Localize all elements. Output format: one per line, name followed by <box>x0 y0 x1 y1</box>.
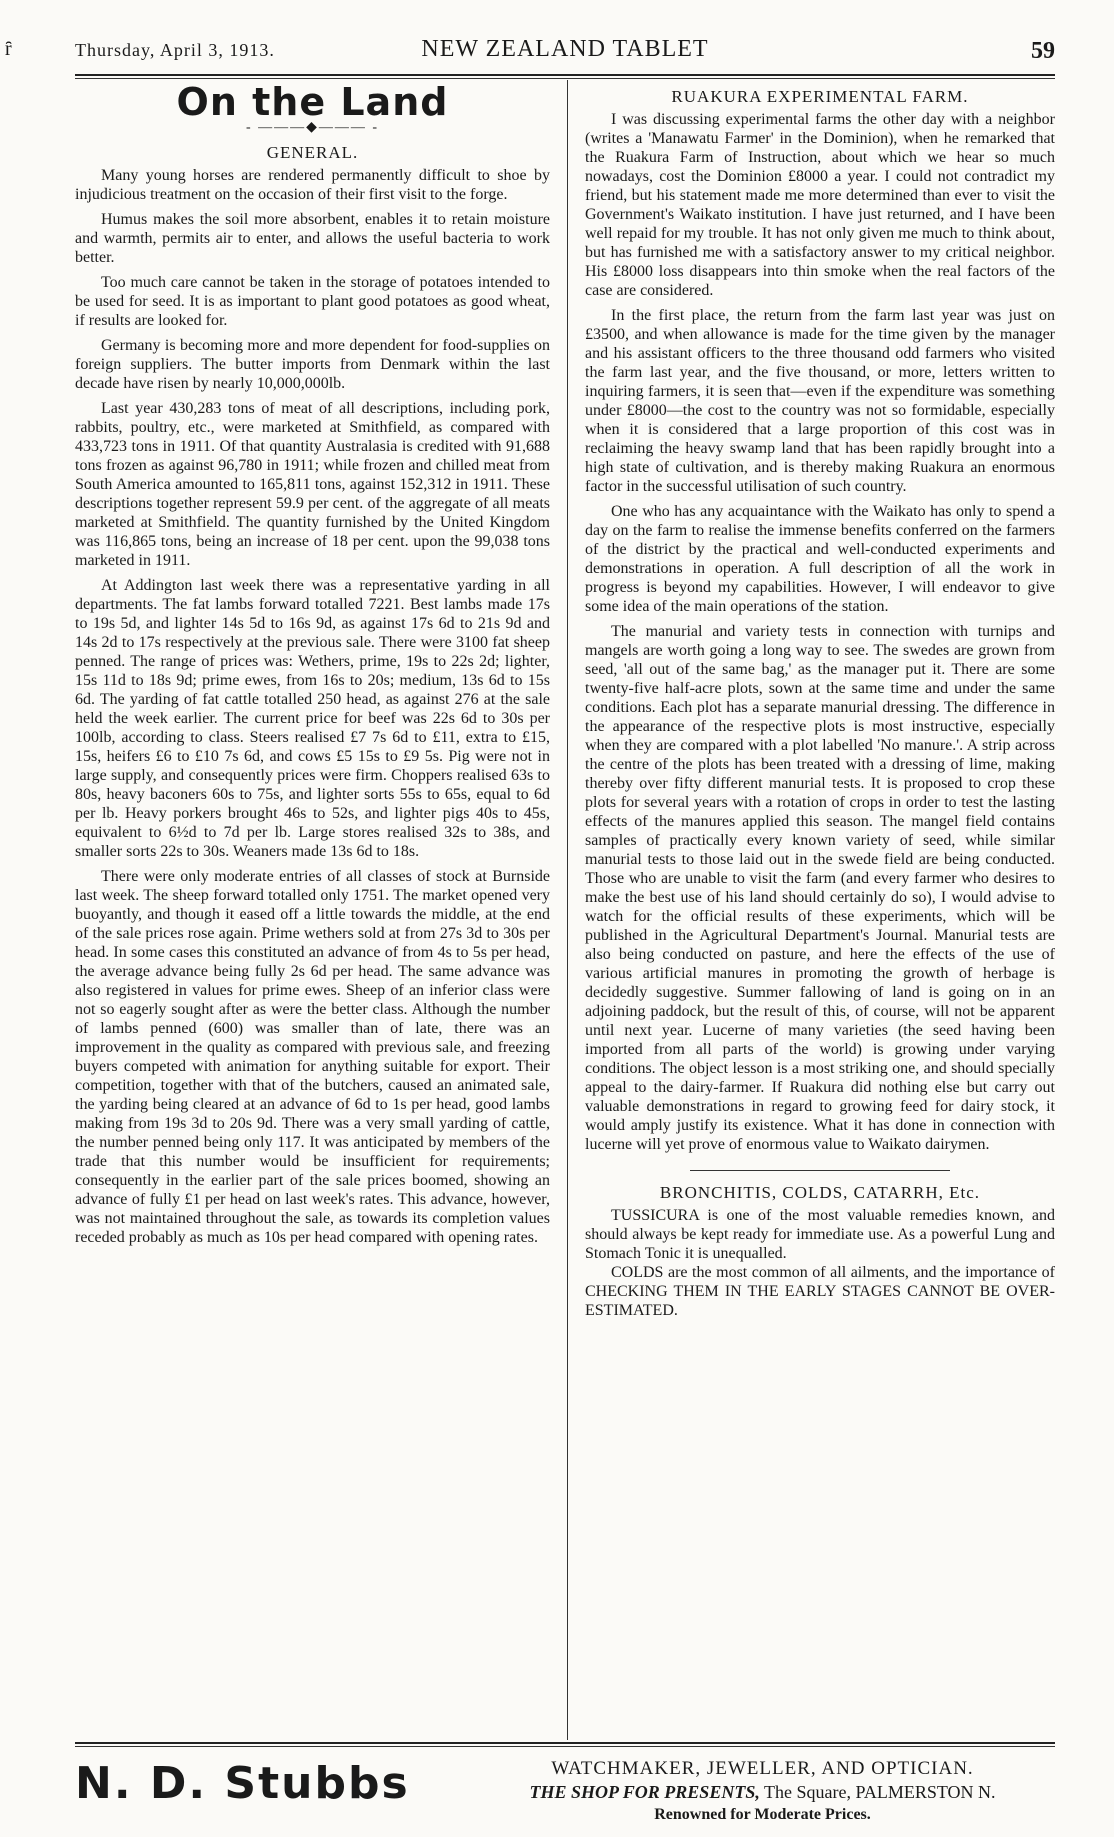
paragraph: Humus makes the soil more absorbent, enables it to retain moisture and warmth, permits air to enter, and allows the useful bacteria to work better. <box>75 211 550 266</box>
paragraph: At Addington last week there was a representative yarding in all departments. The fat lambs forward totalled 7221. Best lambs made 17s to 19s 5d, and lighter 14s 5d to 16s 9d, as against 17s 6d to 21s 9d and 14s 2d to 17s respectively at the previous sale. There were 3100 fat sheep penned. The range of prices was: Wethers, prime, 19s to 22s 2d; lighter, 15s 11d to 18s 9d; prime ewes, from 16s to 20s; medium, 13s 6d to 15s 6d. The yarding of fat cattle totalled 250 head, as against 276 at the sale held the week earlier. The current price for beef was 22s 6d to 30s per 100lb, according to class. Steers realised £7 7s 6d to £11, extra to £15, 15s, heifers £6 to £10 7s 6d, and cows £5 15s to £9 5s. Pig were not in large supply, and consequently prices were firm. Choppers realised 63s to 80s, heavy baconers 60s to 75s, and lighter sorts 55s to 65s, equal to 6d per lb. Heavy porkers brought 46s to 52s, and lighter pigs 40s to 45s, equivalent to 6½d to 7d per lb. Large stores realised 32s to 38s, and smaller sorts 22s to 30s. Weaners made 13s 6d to 18s. <box>75 577 550 860</box>
paragraph: There were only moderate entries of all classes of stock at Burnside last week. The sheep forward totalled only 1751. The market opened very buoyantly, and though it eased off a little towards the middle, at the end of the sale prices rose again. Prime wethers sold at from 27s 3d to 30s per head. In some cases this constituted an advance of from 4s to 5s per head, the average advance being fully 2s 6d per head. The same advance was also registered in values for prime ewes. Sheep of an inferior class were not so eagerly sought after as were the better class. Although the number of lambs penned (600) was smaller than of late, there was an improvement in the quality as compared with previous sale, and freezing buyers competed with animation for anything suitable for export. Their competition, together with that of the butchers, caused an animated sale, the yarding being cleared at an advance of 6d to 1s per head, good lambs making from 19s 3d to 20s 9d. There was a very small yarding of cattle, the number penned being only 117. It was anticipated by members of the trade that this number would be insufficient for requirements; consequently in the earlier part of the sale prices boomed, showing an advance of fully £1 per head on last week's rates. This advance, however, was not maintained throughout the sale, as towards its completion values receded probably as much as 10s per head compared with opening rates. <box>75 868 550 1246</box>
shop-slogan: THE SHOP FOR PRESENTS, <box>529 1782 760 1802</box>
trade-line: WATCHMAKER, JEWELLER, AND OPTICIAN. <box>551 1758 974 1779</box>
paragraph: Many young horses are rendered permanently difficult to shoe by injudicious treatment on the occasion of their first visit to the forge. <box>75 167 550 203</box>
advertisement-footer <box>75 1752 1055 1822</box>
newspaper-title: NEW ZEALAND TABLET <box>421 36 709 62</box>
right-column <box>585 85 1055 1320</box>
shop-line <box>470 1782 1055 1803</box>
page-number: 59 <box>1031 38 1055 64</box>
article-separator <box>690 1170 950 1171</box>
header-rule-thin <box>75 78 1055 79</box>
column-divider <box>567 80 568 1740</box>
shop-address: The Square, PALMERSTON N. <box>764 1782 996 1802</box>
left-column <box>75 80 550 1253</box>
advertiser-name: N. D. Stubbs <box>75 1758 410 1809</box>
footer-rule <box>75 1742 1055 1744</box>
title-ornament: - ———◆——— - <box>245 120 380 135</box>
ad-paragraph: TUSSICURA is one of the most valuable remedies known, and should always be kept ready for immediate use. As a powerful Lung and Stomach Tonic it is unequalled. <box>585 1207 1055 1262</box>
general-heading: GENERAL. <box>266 143 359 162</box>
prices-line: Renowned for Moderate Prices. <box>654 1806 871 1823</box>
tussicura-ad <box>585 1183 1055 1320</box>
section-title: On the Land <box>176 80 449 124</box>
paragraph: Germany is becoming more and more dependent for food-supplies on foreign suppliers. The butter imports from Denmark within the last decade have risen by nearly 10,000,000lb. <box>75 337 550 392</box>
page-header <box>75 34 1055 74</box>
margin-mark: ȓ <box>5 38 12 60</box>
paragraph: One who has any acquaintance with the Waikato has only to spend a day on the farm to realise the immense benefits conferred on the farmers of the district by the practical and well-conducted experiments and demonstrations in operation. A full description of all the work in progress is beyond my capabilities. However, I will endeavor to give some idea of the main operations of the station. <box>585 503 1055 615</box>
paragraph: Too much care cannot be taken in the storage of potatoes intended to be used for seed. It is as important to plant good potatoes as good wheat, if results are looked for. <box>75 274 550 329</box>
ad-heading: BRONCHITIS, COLDS, CATARRH, Etc. <box>659 1183 981 1202</box>
footer-rule-thin <box>75 1746 1055 1747</box>
paragraph: In the first place, the return from the farm last year was just on £3500, and when allowance is made for the time given by the manager and his assistant officers to the three thousand odd farmers who visited the farm last year, and the five thousand, or more, letters written to inquiring farmers, it is seen that—even if the expenditure was something under £8000—the cost to the country was not so formidable, especially when it is considered that a large proportion of this cost was in reclaiming the heavy swamp land that has been rapidly brought into a high state of cultivation, and is thereby making Ruakura an enormous factor in the successful utilisation of such country. <box>585 307 1055 495</box>
ad-paragraph: COLDS are the most common of all ailments, and the importance of CHECKING THEM IN THE EARLY STAGES CANNOT BE OVER-ESTIMATED. <box>585 1264 1055 1319</box>
ruakura-heading: RUAKURA EXPERIMENTAL FARM. <box>671 87 969 106</box>
paragraph: The manurial and variety tests in connection with turnips and mangels are worth going a long way to see. The swedes are grown from seed, 'all out of the same bag,' as the manager put it. There are some twenty-five half-acre plots, sown at the same time and under the same conditions. Each plot has a separate manurial dressing. The difference in the appearance of the respective plots is most instructive, especially when they are compared with a plot labelled 'No manure.'. A strip across the centre of the plots has been treated with a dressing of lime, making thereby over fifty different manurial tests. It is proposed to crop these plots for several years with a rotation of crops in order to test the lasting effects of the manures applied this season. The mangel field contains samples of practically every known variety of seed, while similar manurial tests to those laid out in the swede field are being conducted. Those who are unable to visit the farm (and every farmer who desires to make the best use of his land should certainly do so), I would advise to watch for the official results of these experiments, which will be published in the Agricultural Department's Journal. Manurial tests are also being conducted on pasture, and here the effects of the use of various artificial manures in promoting the growth of herbage is decidedly suggestive. Summer fallowing of land is going on in an adjoining paddock, but the result of this, of course, will not be apparent until next year. Lucerne of many varieties (the seed having been imported from all parts of the world) is growing under varying conditions. The object lesson is a most striking one, and should specially appeal to the dairy-farmer. If Ruakura did nothing else but carry out valuable demonstrations in regard to growing feed for dairy stock, it would amply justify its existence. What it has done in connection with lucerne will yet prove of enormous value to Waikato dairymen. <box>585 623 1055 1153</box>
paragraph: I was discussing experimental farms the other day with a neighbor (writes a 'Manawatu Farmer' in the Dominion), when he remarked that the Ruakura Farm of Instruction, about which we hear so much nowadays, cost the Dominion £8000 a year. I could not contradict my friend, but his statement made me more determined than ever to visit the Government's Waikato institution. I have just returned, and I have been well repaid for my trouble. It has not only given me much to think about, but has furnished me with a satisfactory answer to my critical neighbor. His £8000 loss disappears into thin smoke when the real factors of the case are considered. <box>585 111 1055 299</box>
issue-date: Thursday, April 3, 1913. <box>75 40 275 60</box>
header-rule <box>75 74 1055 76</box>
paragraph: Last year 430,283 tons of meat of all descriptions, including pork, rabbits, poultry, etc., were marketed at Smithfield, as compared with 433,723 tons in 1911. Of that quantity Australasia is credited with 91,688 tons frozen as against 96,780 in 1911; while frozen and chilled meat from South America amounted to 165,811 tons, against 152,312 in 1911. These descriptions together represent 59.9 per cent. of the aggregate of all meats marketed at Smithfield. The quantity furnished by the United Kingdom was 116,865 tons, being an increase of 18 per cent. upon the 99,038 tons marketed in 1911. <box>75 400 550 569</box>
